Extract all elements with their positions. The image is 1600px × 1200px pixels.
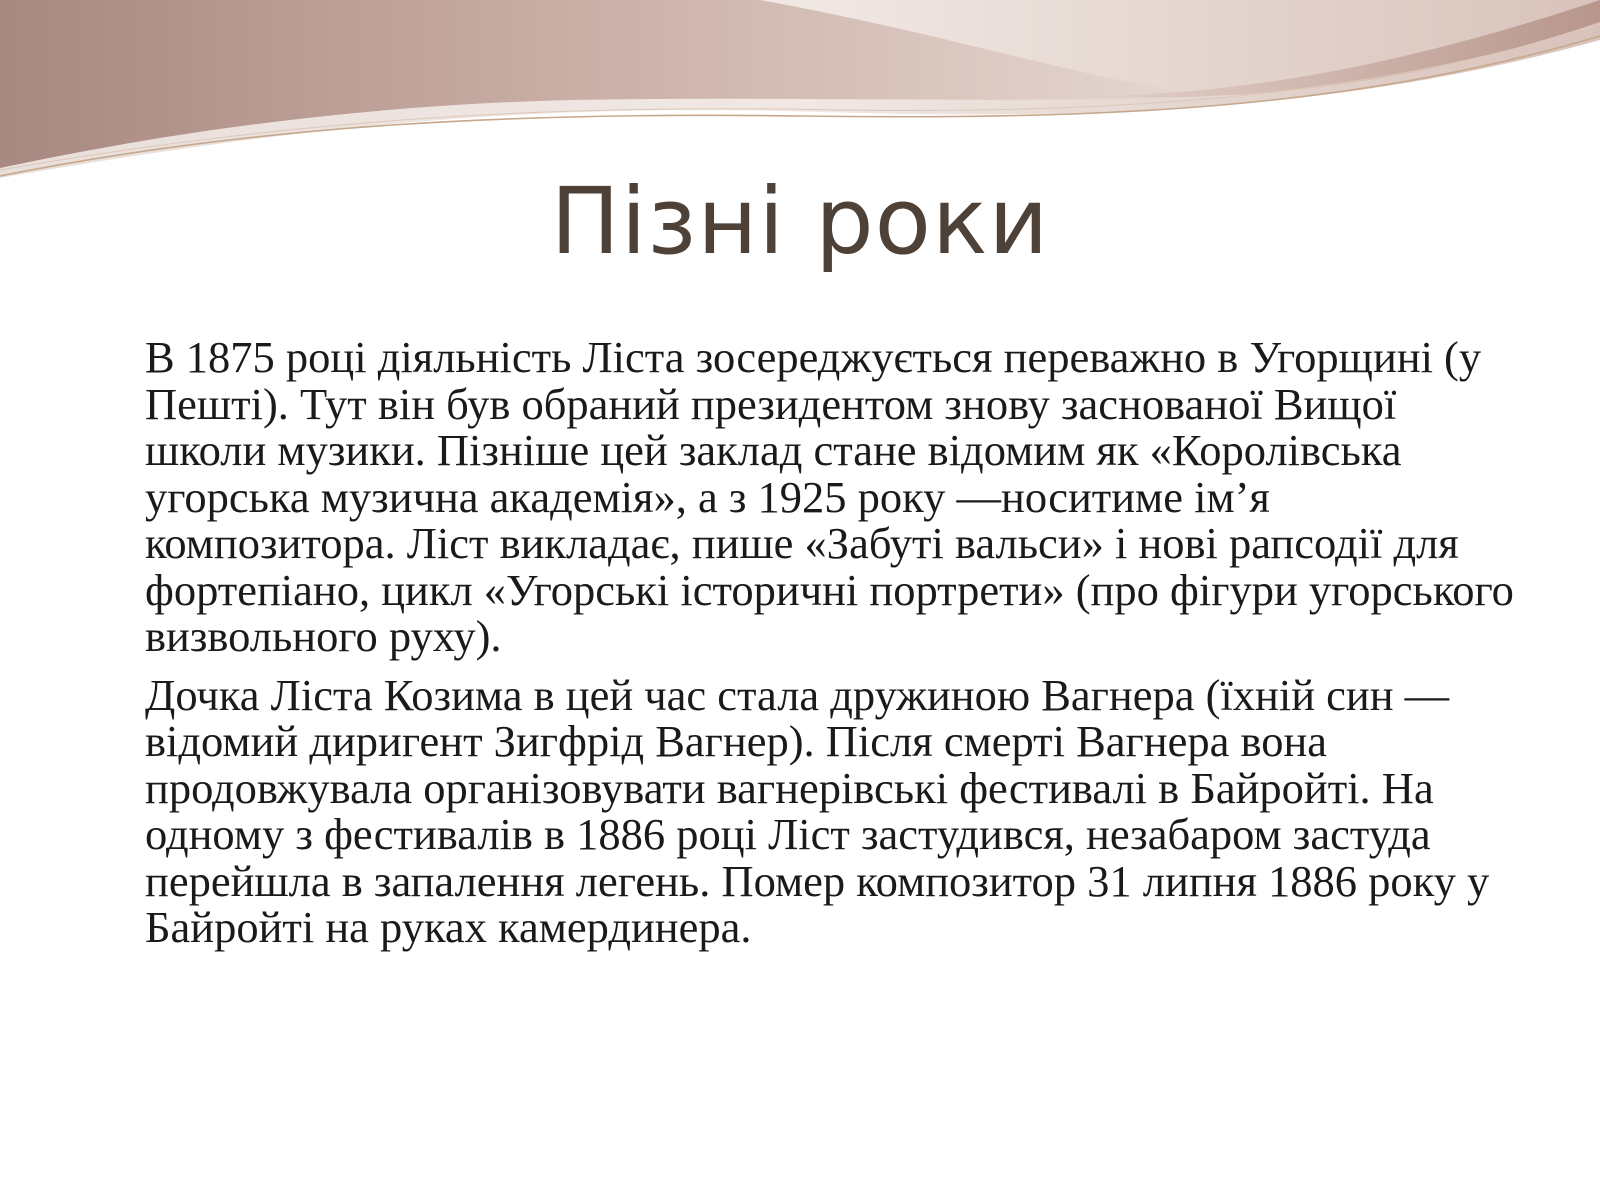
paragraph-1: В 1875 році діяльність Ліста зосереджується переважно в Угорщині (у Пешті). Тут він був обраний президентом знову заснованої Вищої школи музики. Пізніше цей заклад стане відомим як «Королівська угорська музична академія», а з 1925 року —носитиме ім’я композитора. Ліст викладає, пише «Забуті вальси» і нові рапсодії для фортепіано, цикл «Угорські історичні портрети» (про фігури угорського визвольного руху). <box>145 332 1514 661</box>
slide-title: Пізні роки <box>550 168 1050 275</box>
paragraph-2: Дочка Ліста Козима в цей час стала дружиною Вагнера (їхній син — відомий диригент Зигфрід Вагнер). Після смерті Вагнера вона продовжувала організовувати вагнерівські фестивалі в Байройті. На одному з фестивалів в 1886 році Ліст застудився, незабаром застуда перейшла в запалення легень. Помер композитор 31 липня 1886 року у Байройті на руках камердинера. <box>145 669 1490 952</box>
slide-body <box>145 334 1525 963</box>
